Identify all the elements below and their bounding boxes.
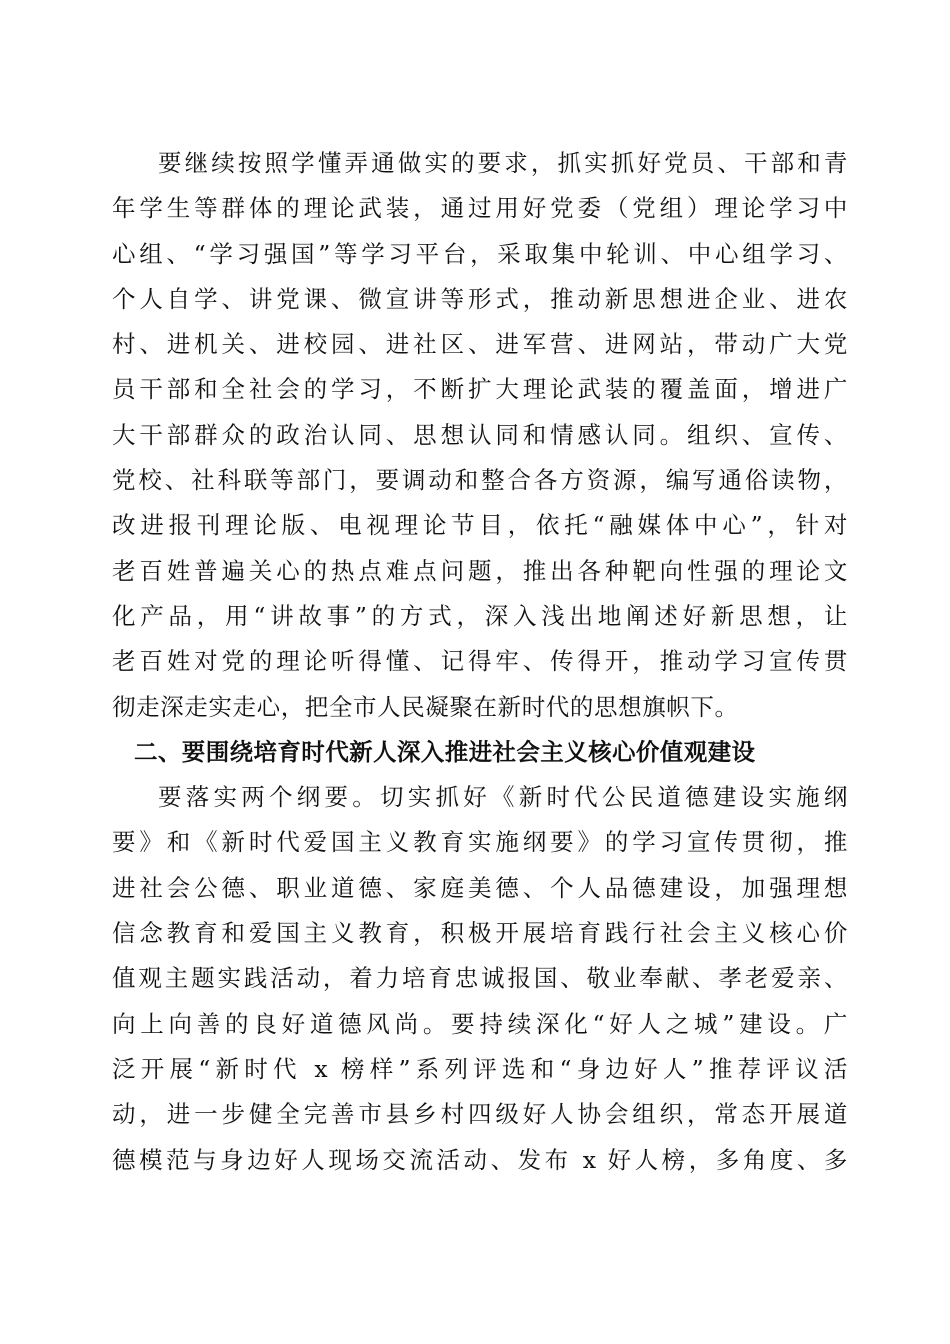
paragraph-line: 老百姓普遍关心的热点难点问题，推出各种靶向性强的理论文 [112, 556, 848, 585]
paragraph-line: 村、进机关、进校园、进社区、进军营、进网站，带动广大党 [112, 330, 848, 359]
paragraph-line: 信念教育和爱国主义教育，积极开展培育践行社会主义核心价 [112, 919, 848, 948]
paragraph-line: 德模范与身边好人现场交流活动、发布 x 好人榜，多角度、多 [112, 1145, 848, 1174]
paragraph-line: 老百姓对党的理论听得懂、记得牢、传得开，推动学习宣传贯 [112, 647, 848, 676]
paragraph-line: 心组、“学习强国”等学习平台，采取集中轮训、中心组学习、 [112, 239, 848, 268]
paragraph-line: 进社会公德、职业道德、家庭美德、个人品德建设，加强理想 [112, 873, 848, 902]
paragraph-line: 员干部和全社会的学习，不断扩大理论武装的覆盖面，增进广 [112, 375, 848, 404]
paragraph-1 [112, 141, 848, 730]
paragraph-line: 彻走深走实走心，把全市人民凝聚在新时代的思想旗帜下。 [112, 692, 739, 721]
paragraph-line: 要落实两个纲要。切实抓好《新时代公民道德建设实施纲 [158, 783, 848, 812]
paragraph-line: 要继续按照学懂弄通做实的要求，抓实抓好党员、干部和青 [158, 149, 848, 177]
document-body [112, 141, 848, 1183]
paragraph-line: 年学生等群体的理论武装，通过用好党委（党组）理论学习中 [112, 194, 848, 223]
paragraph-2 [112, 775, 848, 1183]
paragraph-line: 大干部群众的政治认同、思想认同和情感认同。组织、宣传、 [112, 420, 848, 449]
paragraph-line: 动，进一步健全完善市县乡村四级好人协会组织，常态开展道 [112, 1100, 848, 1129]
paragraph-line: 值观主题实践活动，着力培育忠诚报国、敬业奉献、孝老爱亲、 [112, 964, 848, 993]
paragraph-line: 要》和《新时代爱国主义教育实施纲要》的学习宣传贯彻，推 [112, 828, 848, 857]
section-heading: 二、要围绕培育时代新人深入推进社会主义核心价值观建设 [134, 737, 756, 766]
paragraph-line: 向上向善的良好道德风尚。要持续深化“好人之城”建设。广 [112, 1009, 848, 1038]
paragraph-line: 化产品，用“讲故事”的方式，深入浅出地阐述好新思想，让 [112, 601, 848, 630]
paragraph-line: 改进报刊理论版、电视理论节目，依托“融媒体中心”，针对 [112, 511, 848, 540]
paragraph-line: 党校、社科联等部门，要调动和整合各方资源，编写通俗读物， [112, 466, 848, 495]
paragraph-line: 泛开展“新时代 x 榜样”系列评选和“身边好人”推荐评议活 [112, 1054, 848, 1083]
paragraph-line: 个人自学、讲党课、微宣讲等形式，推动新思想进企业、进农 [112, 284, 848, 313]
